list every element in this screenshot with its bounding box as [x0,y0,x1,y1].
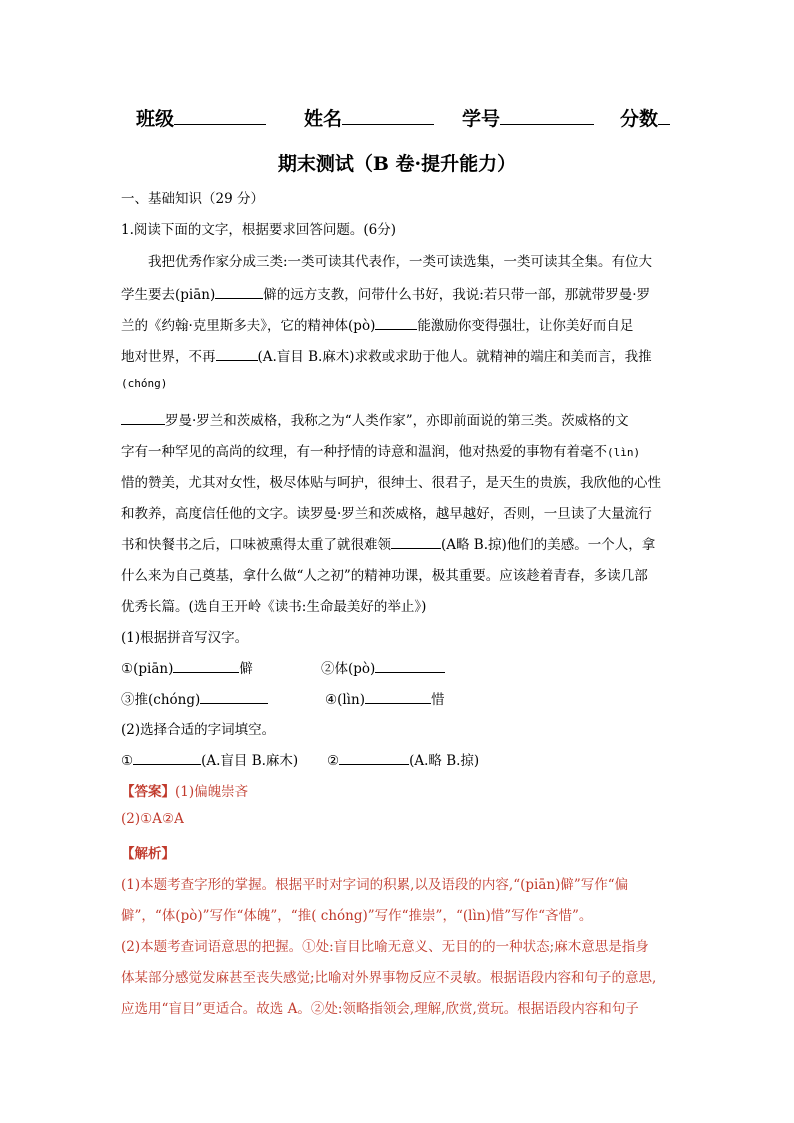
passage-line-2: 学生要去(piān) 僻的远方支教，问带什么书好，我说:若只带一部，那就带罗曼·罗 [121,287,651,303]
passage-line-6: 罗曼·罗兰和茨威格，我称之为“人类作家”，亦即前面说的第三类。茨威格的文 [121,409,629,429]
answer-line-2: (2)①A②A [121,811,184,827]
passage-line-1: 我把优秀作家分成三类:一类可读其代表作，一类可读选集，一类可读其全集。有位大 [148,254,653,270]
page-title: 期末测试（B 卷·提升能力） [277,153,517,175]
analysis-line-3: (2)本题考查词语意思的把握。①处:盲目比喻无意义、无目的的一种状态;麻木意思是指身 [121,939,649,955]
analysis-label: 【解析】 [121,846,175,862]
passage-line-7: 字有一种罕见的高尚的纹理，有一种抒情的诗意和温润，他对热爱的事物有着毫不(lìn) [121,444,641,460]
name-field: 姓名 [304,104,434,131]
passage-line-8: 惜的赞美，尤其对女性，极尽体贴与呵护，很绅士、很君子，是天生的贵族，我欣他的心性 [121,475,661,491]
name-blank [342,104,434,125]
passage-line-9: 和教养，高度信任他的文字。读罗曼·罗兰和茨威格，越早越好，否则，一旦读了大量流行 [121,506,652,522]
answer-blank-4 [365,690,431,704]
passage-line-3: 兰的《约翰·克里斯多夫》，它的精神体(pò) 能激励你变得强壮，让你美好而自足 [121,318,634,334]
answer-blank-5 [133,751,201,765]
student-id-field: 学号 [462,104,594,131]
blank-chong [121,411,165,425]
id-blank [500,104,594,125]
analysis-line-2: 僻”，“体(pò)”写作“体魄”，“推( chóng)”写作“推崇”，“(lìn)惜”写作“吝惜”。 [121,908,593,924]
question-stem: 1.阅读下面的文字，根据要求回答问题。(6分) [121,222,397,238]
answer-blank-2 [375,659,445,673]
analysis-line-1: (1)本题考查字形的掌握。根据平时对字词的积累,以及语段的内容,“(piān)僻”写作“偏 [121,877,629,893]
passage-line-5: (chóng) [121,377,168,390]
passage-line-11: 什么来为自己奠基，拿什么做“人之初”的精神功课，极其重要。应该趁着青春，多读几部 [121,568,648,584]
answer-blank-3 [200,690,268,704]
analysis-line-4: 体某部分感觉发麻甚至丧失感觉;比喻对外界事物反应不灵敏。根据语段内容和句子的意思, [121,970,657,986]
sub-question-2-row: ① (A.盲目 B.麻木) ② (A.略 B.掠) [121,753,480,769]
blank-lue [391,535,441,549]
blank-po [375,316,417,330]
score-field: 分数 [620,104,670,131]
passage-line-10: 书和快餐书之后，口味被熏得太重了就很难领 (A略 B.掠)他们的美感。一个人，拿 [121,537,656,553]
header-fields [136,104,706,136]
answer-blank-6 [339,751,409,765]
blank-mangmu [216,347,258,361]
section-heading: 一、基础知识（29 分） [121,191,264,207]
passage-line-4: 地对世界，不再 (A.盲目 B.麻木)求救或求助于他人。就精神的端庄和美而言，我推 [121,349,652,365]
sub-question-2-prompt: (2)选择合适的字词填空。 [121,722,276,738]
answer-line-1: 【答案】(1)偏魄崇吝 [121,784,249,800]
analysis-line-5: 应选用“盲目”更适合。故选 A。②处:领略指领会,理解,欣赏,赏玩。根据语段内容和句子 [121,1001,639,1017]
sub-question-1-row-2: ③推(chóng) ④(lìn) 惜 [121,692,445,708]
passage-line-12: 优秀长篇。(选自王开岭《读书:生命最美好的举止》) [121,599,427,615]
answer-label: 【答案】 [121,784,175,800]
sub-question-1-prompt: (1)根据拼音写汉字。 [121,630,249,646]
answer-blank-1 [173,659,239,673]
blank-pian [215,285,263,299]
class-field: 班级 [136,104,266,131]
score-blank [658,104,670,125]
class-blank [174,104,266,125]
sub-question-1-row-1: ①(piān) 僻 ②体(pò) [121,657,253,677]
